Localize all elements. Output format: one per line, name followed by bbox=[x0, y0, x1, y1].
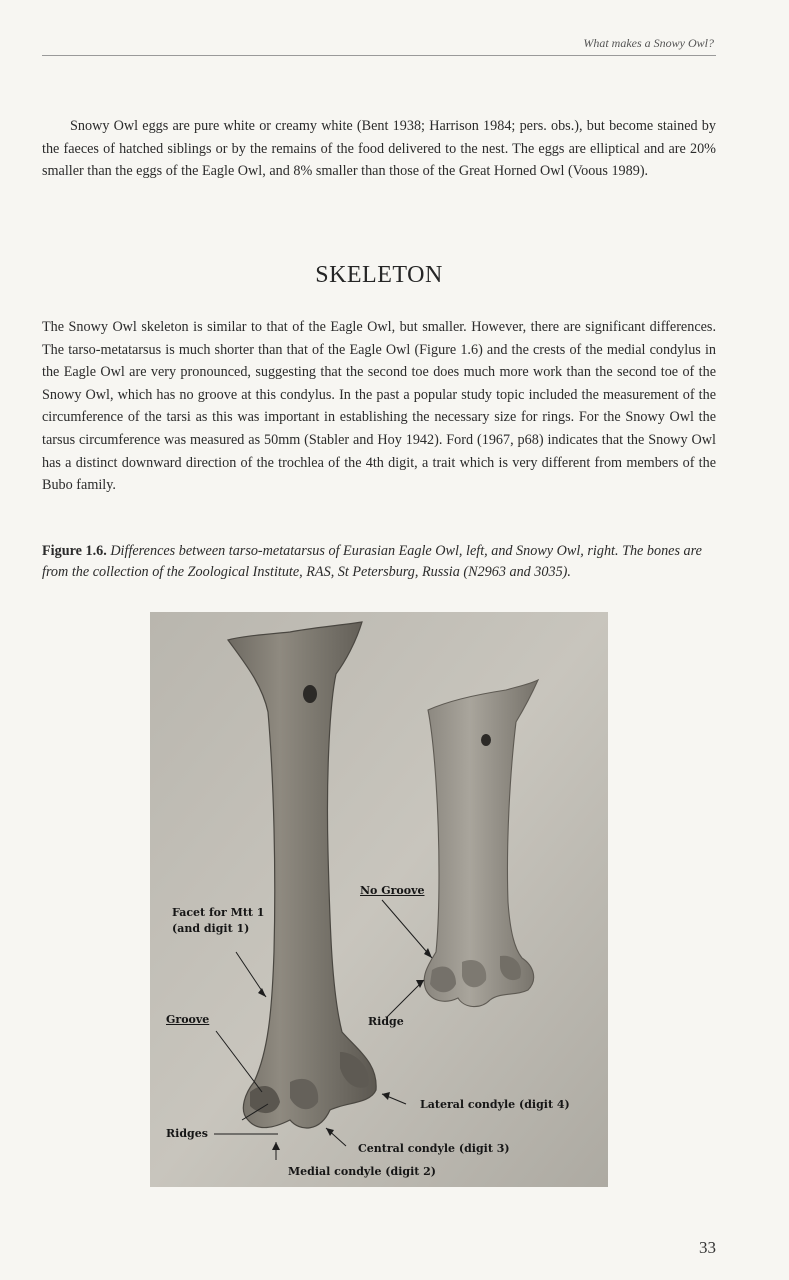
paragraph-skeleton: The Snowy Owl skeleton is similar to that of the Eagle Owl, but smaller. However, there are significant differences. The tarso-metatarsus is much shorter than that of the Eagle Owl (Figure 1.6) and the crests of the medial condylus in the Eagle Owl are very pronounced, suggesting that the second toe does much more work than the second toe of the Snowy Owl, which has no groove at this condylus. In the past a popular study topic included the measurement of the circumference of the tarsi as this was important in establishing the necessary size for rings. For the Snowy Owl the tarsus circumference was measured as 50mm (Stabler and Hoy 1942). Ford (1967, p68) indicates that the Snowy Owl has a distinct downward direction of the trochlea of the 4th digit, a trait which is very different from members of the Bubo family. bbox=[42, 319, 716, 494]
page-number: 33 bbox=[699, 1238, 716, 1257]
label-medial-condyle: Medial condyle (digit 2) bbox=[288, 1165, 437, 1178]
label-ridge: Ridge bbox=[368, 1015, 404, 1028]
running-head: What makes a Snowy Owl? bbox=[583, 36, 714, 50]
label-facet-line2: (and digit 1) bbox=[172, 922, 250, 935]
label-no-groove: No Groove bbox=[360, 884, 425, 897]
figure-photo bbox=[150, 612, 608, 1187]
figure-caption bbox=[42, 541, 716, 583]
paragraph-eggs: Snowy Owl eggs are pure white or creamy white (Bent 1938; Harrison 1984; pers. obs.), but become stained by the faeces of hatched siblings or by the remains of the food delivered to the nest. The eggs are elliptical and are 20% smaller than the eggs of the Eagle Owl, and 8% smaller than those of the Great Horned Owl (Voous 1989). bbox=[42, 118, 716, 180]
figure-label: Figure 1.6. bbox=[42, 543, 107, 559]
header-rule bbox=[42, 55, 716, 56]
section-heading: SKELETON bbox=[315, 262, 443, 288]
label-ridges: Ridges bbox=[166, 1127, 208, 1140]
label-facet-line1: Facet for Mtt 1 bbox=[172, 906, 265, 919]
label-lateral-condyle: Lateral condyle (digit 4) bbox=[420, 1098, 570, 1111]
label-groove: Groove bbox=[166, 1013, 210, 1026]
figure-caption-text: Differences between tarso-metatarsus of Eurasian Eagle Owl, left, and Snowy Owl, right. The bones are from the collection of the Zoological Institute, RAS, St Petersburg, Russia (N2963 and 3035). bbox=[42, 543, 702, 580]
label-central-condyle: Central condyle (digit 3) bbox=[358, 1142, 510, 1155]
